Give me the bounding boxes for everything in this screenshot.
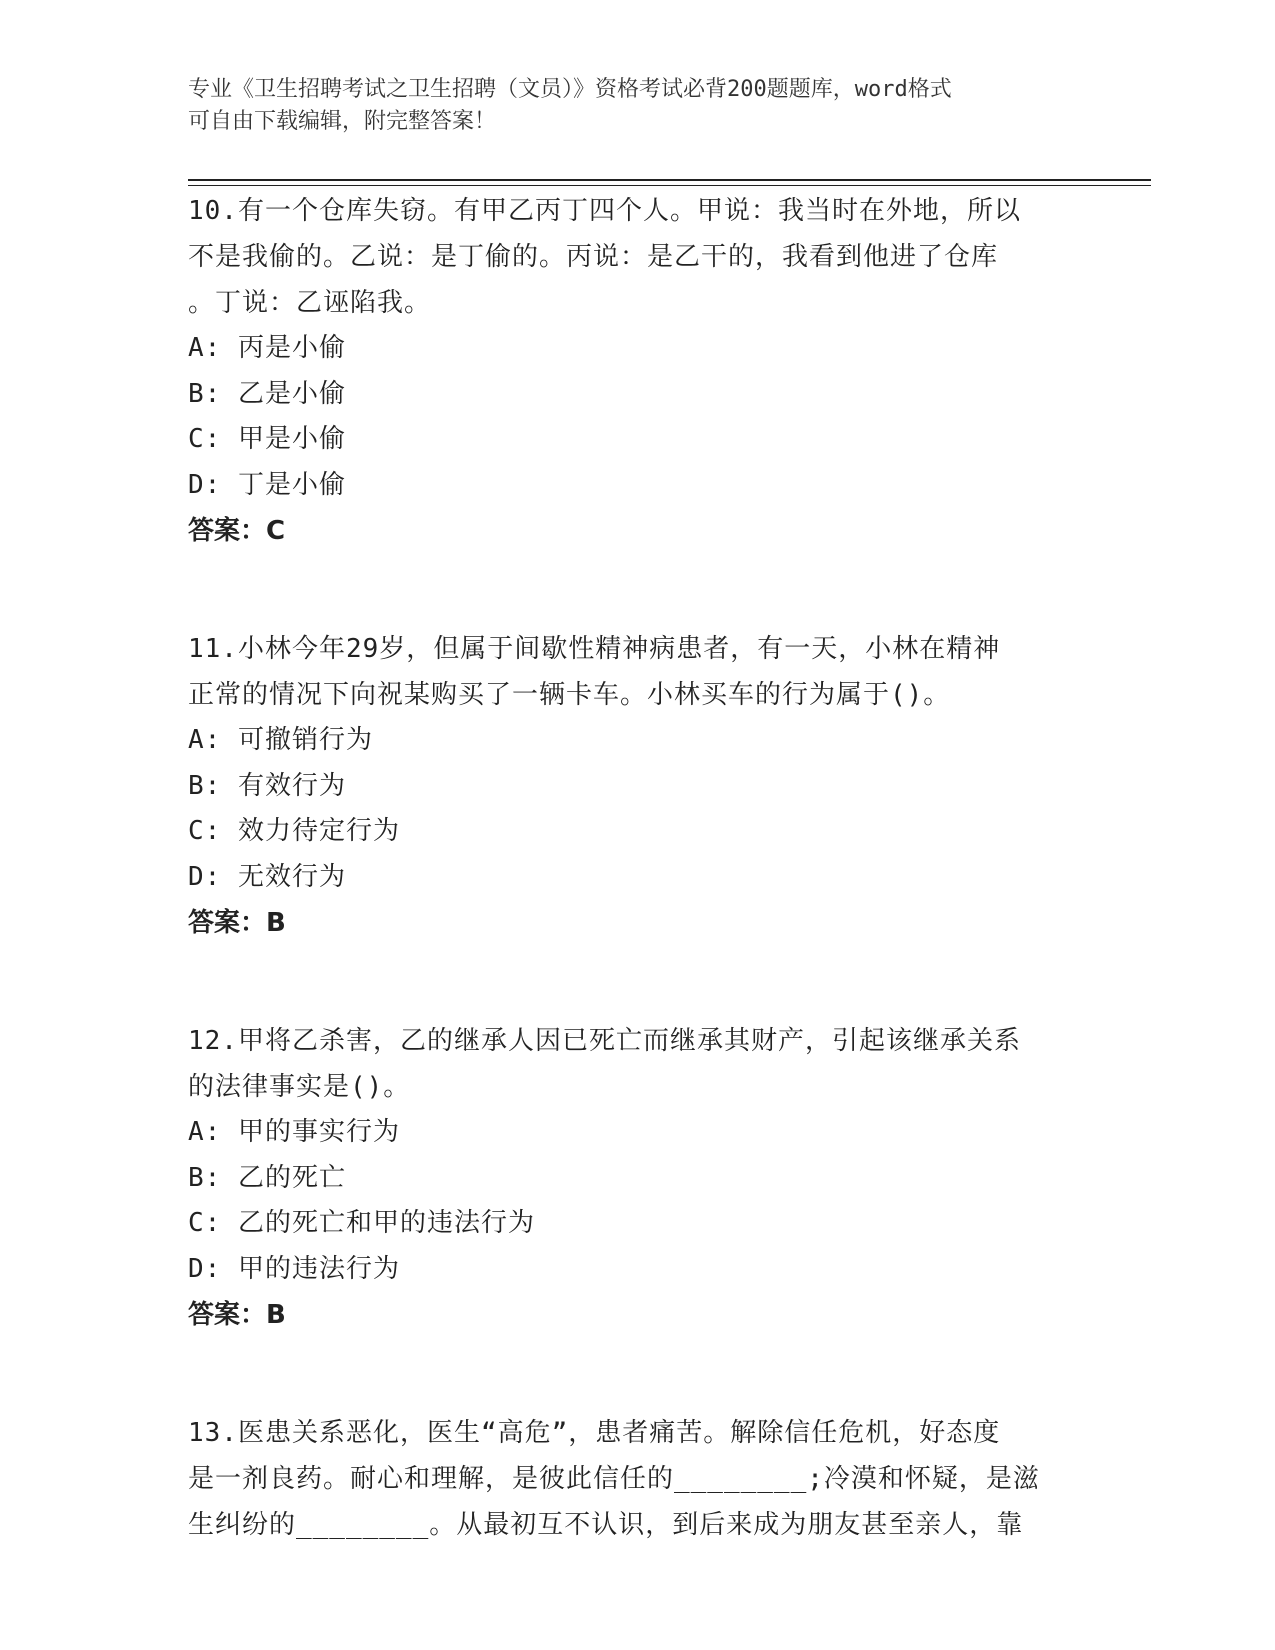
question-text-line: 的法律事实是()。 [188, 1072, 411, 1102]
option-b: B: 有效行为 [188, 770, 346, 801]
header-title-line-1: 专业《卫生招聘考试之卫生招聘（文员）》资格考试必背200题题库，word格式 [188, 77, 952, 102]
question-text-line: 11.小林今年29岁，但属于间歇性精神病患者，有一天，小林在精神 [188, 634, 1001, 664]
question-text-line: 。丁说：乙诬陷我。 [188, 288, 432, 318]
question-text-line: 12.甲将乙杀害，乙的继承人因已死亡而继承其财产，引起该继承关系 [188, 1026, 1021, 1056]
option-c: C: 效力待定行为 [188, 816, 400, 846]
header-title-line-2: 可自由下载编辑，附完整答案！ [188, 109, 497, 134]
option-b: B: 乙的死亡 [188, 1162, 346, 1193]
option-d: D: 无效行为 [188, 861, 346, 892]
question-text-line: 是一剂良药。耐心和理解，是彼此信任的________;冷漠和怀疑，是滋 [188, 1464, 1040, 1494]
question-text-line: 不是我偷的。乙说：是丁偷的。丙说：是乙干的，我看到他进了仓库 [188, 242, 999, 272]
question-spacer [188, 1338, 1088, 1410]
option-c: C: 甲是小偷 [188, 424, 346, 454]
question-spacer [188, 554, 1088, 626]
option-b: B: 乙是小偷 [188, 378, 346, 409]
header-divider-thin [188, 185, 1151, 186]
option-d: D: 丁是小偷 [188, 469, 346, 500]
question-11 [188, 626, 1088, 946]
question-list [188, 188, 1088, 1548]
question-12 [188, 1018, 1088, 1338]
question-text-line: 10.有一个仓库失窃。有甲乙丙丁四个人。甲说：我当时在外地，所以 [188, 196, 1021, 226]
document-header [188, 74, 1088, 138]
option-a: A: 可撤销行为 [188, 725, 373, 755]
answer-label: 答案：B [188, 908, 286, 938]
answer-label: 答案：B [188, 1300, 286, 1330]
option-d: D: 甲的违法行为 [188, 1253, 400, 1284]
question-text-line: 生纠纷的________。从最初互不认识，到后来成为朋友甚至亲人，靠 [188, 1510, 1024, 1540]
option-a: A: 丙是小偷 [188, 333, 346, 363]
question-text-line: 正常的情况下向祝某购买了一辆卡车。小林买车的行为属于()。 [188, 680, 951, 710]
answer-label: 答案：C [188, 516, 286, 546]
question-10 [188, 188, 1088, 554]
question-text-line: 13.医患关系恶化，医生“高危”，患者痛苦。解除信任危机，好态度 [188, 1418, 1001, 1448]
option-c: C: 乙的死亡和甲的违法行为 [188, 1208, 535, 1238]
question-spacer [188, 946, 1088, 1018]
question-13 [188, 1410, 1088, 1548]
option-a: A: 甲的事实行为 [188, 1117, 400, 1147]
header-divider-thick [188, 179, 1151, 181]
